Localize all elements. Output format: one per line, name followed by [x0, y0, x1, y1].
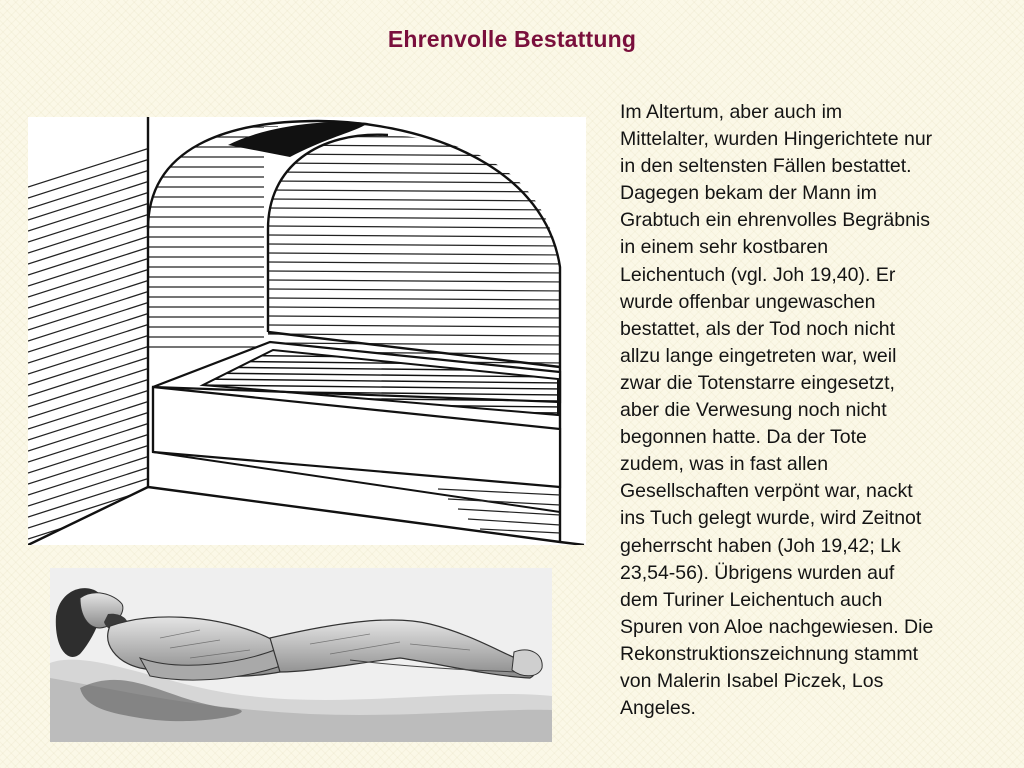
hatch-line [28, 422, 153, 462]
hatch-line [28, 334, 153, 374]
tomb-illustration [28, 117, 586, 545]
hatch-line [28, 147, 153, 187]
hatch-line [28, 323, 153, 363]
hatch-line [28, 466, 153, 506]
hatch-line [28, 169, 153, 209]
hatch-line [28, 499, 153, 539]
hatch-line [28, 356, 153, 396]
hatch-line [28, 235, 153, 275]
hatch-line [28, 158, 153, 198]
hatch-line [28, 257, 153, 297]
hatch-line [28, 202, 153, 242]
hatch-line [28, 389, 153, 429]
hatch-line [28, 312, 153, 352]
body-text: Im Altertum, aber auch im Mittelalter, wurden Hingerichtete nur in den seltensten Fällen bestattet. Dagegen bekam der Mann im Grabtuch ein ehrenvolles Begräbnis in einem sehr kostbaren Leichentuch (vgl. Joh 19,40). Er wurde offenbar ungewaschen bestattet, als der Tod noch nicht allzu lange eingetreten war, weil zwar die Totenstarre eingesetzt, aber die Verwesung noch nicht begonnen hatte. Da der Tote zudem, was in fast allen Gesellschaften verpönt war, nackt ins Tuch gelegt wurde, wird Zeitnot geherrscht haben (Joh 19,42; Lk 23,54-56). Übrigens wurden auf dem Turiner Leichentuch auch Spuren von Aloe nachgewiesen. Die Rekonstruktionszeichnung stammt von Malerin Isabel Piczek, Los Angeles. [620, 101, 934, 720]
hatch-line [28, 433, 153, 473]
hatch-line [28, 345, 153, 385]
hatch-line [28, 268, 153, 308]
hatch-line [28, 301, 153, 341]
hatch-line [28, 290, 153, 330]
hatch-line [28, 224, 153, 264]
hatch-line [28, 455, 153, 495]
hatch-line [28, 180, 153, 220]
hatch-line [28, 400, 153, 440]
hatch-line [28, 411, 153, 451]
hatch-line [28, 191, 153, 231]
hatch-line [28, 532, 153, 545]
recumbent-figure-drawing [50, 568, 552, 742]
hatch-line [28, 213, 153, 253]
hatch-line [28, 246, 153, 286]
hatch-line [28, 367, 153, 407]
reconstruction-drawing-photo [50, 568, 552, 742]
hatch-line [28, 378, 153, 418]
page-title: Ehrenvolle Bestattung [387, 26, 637, 52]
hatch-line [28, 279, 153, 319]
hatch-line [28, 444, 153, 484]
arched-tomb-drawing [28, 117, 586, 545]
hatch-line [28, 477, 153, 517]
